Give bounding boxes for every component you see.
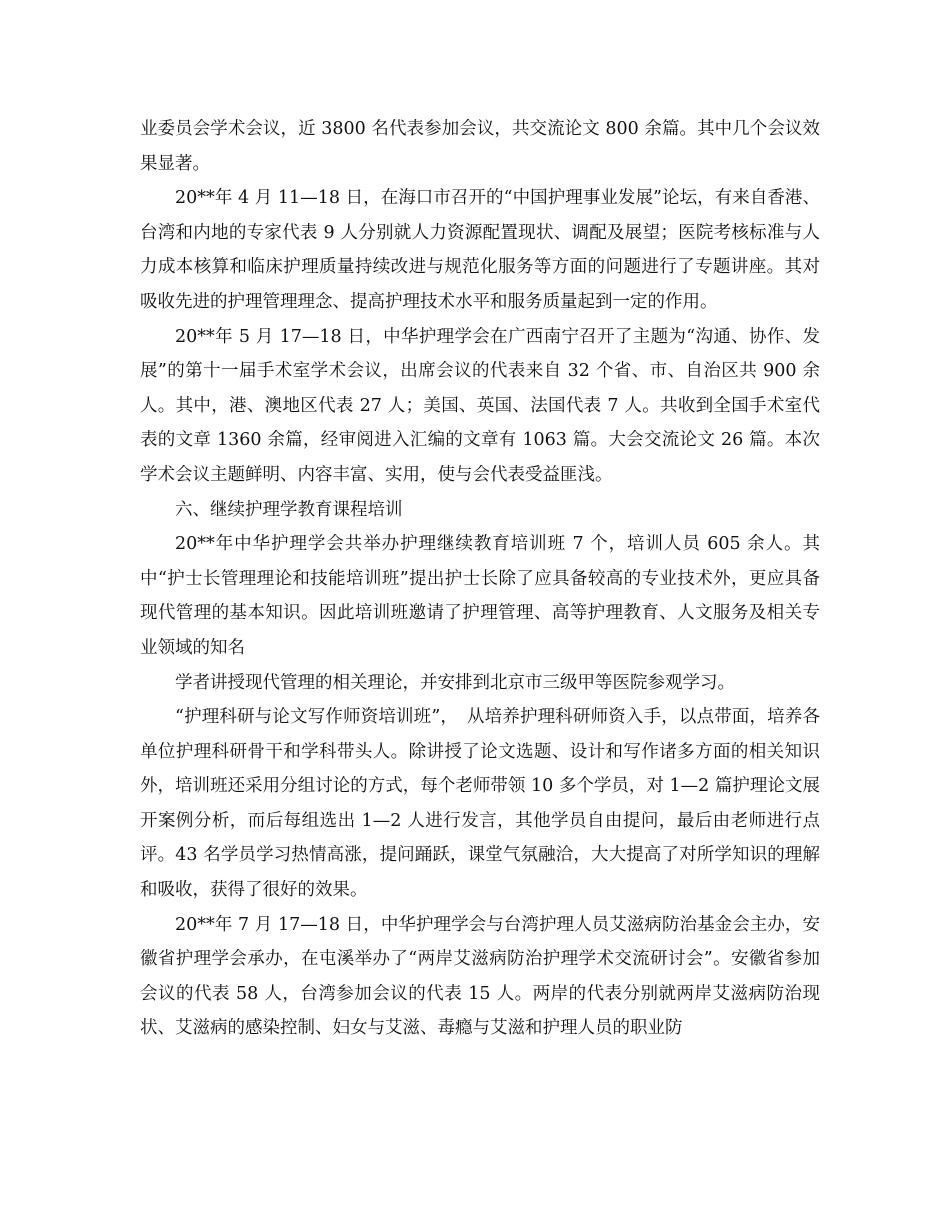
paragraph-research-training: “护理科研与论文写作师资培训班”， 从培养护理科研师资入手，以点带面，培养各单位护理科研骨干和学科带头人。除讲授了论文选题、设计和写作诸多方面的相关知识外，培训班还采用分组讨论的方式，每个老师带领 10 多个学员，对 1—2 篇护理论文展开案例分析，而后每组选出 1—2 人进行发言，其他学员自由提问，最后由老师进行点评。43 名学员学习热情高涨，提问踊跃，课堂气氛融洽，大大提高了对所学知识的理解和吸收，获得了很好的效果。 (140, 707, 820, 901)
paragraph-scholars-lectures: 学者讲授现代管理的相关理论，并安排到北京市三级甲等医院参观学习。 (175, 672, 735, 693)
document-body (140, 112, 820, 1046)
paragraph-aids-seminar: 20**年 7 月 17—18 日，中华护理学会与台湾护理人员艾滋病防治基金会主办，安徽省护理学会承办，在屯溪举办了“两岸艾滋病防治护理学术交流研讨会”。安徽省参加会议的代表 58 人，台湾参加会议的代表 15 人。两岸的代表分别就两岸艾滋病防治现状、艾滋病的感染控制、妇女与艾滋、毒瘾与艾滋和护理人员的职业防 (140, 914, 820, 1039)
paragraph-haikou-forum: 20**年 4 月 11—18 日，在海口市召开的“中国护理事业发展”论坛，有来自香港、台湾和内地的专家代表 9 人分别就人力资源配置现状、调配及展望；医院考核标准与人力成本核算和临床护理质量持续改进与规范化服务等方面的问题进行了专题讲座。其对吸收先进的护理管理理念、提高护理技术水平和服务质量起到一定的作用。 (140, 188, 820, 312)
paragraph-nanning-conference: 20**年 5 月 17—18 日，中华护理学会在广西南宁召开了主题为“沟通、协作、发展”的第十一届手术室学术会议，出席会议的代表来自 32 个省、市、自治区共 900 余人。其中，港、澳地区代表 27 人；美国、英国、法国代表 7 人。共收到全国手术室代表的文章 1360 余篇，经审阅进入汇编的文章有 1063 篇。大会交流论文 26 篇。本次学术会议主题鲜明、内容丰富、实用，使与会代表受益匪浅。 (140, 326, 820, 485)
section-heading-continuing-education: 六、继续护理学教育课程培训 (175, 499, 403, 520)
paragraph-continuation: 业委员会学术会议，近 3800 名代表参加会议，共交流论文 800 余篇。其中几个会议效果显著。 (140, 119, 820, 174)
paragraph-training-courses: 20**年中华护理学会共举办护理继续教育培训班 7 个，培训人员 605 余人。其中“护士长管理理论和技能培训班”提出护士长除了应具备较高的专业技术外，更应具备现代管理的基本知识。因此培训班邀请了护理管理、高等护理教育、人文服务及相关专业领域的知名 (140, 534, 820, 658)
